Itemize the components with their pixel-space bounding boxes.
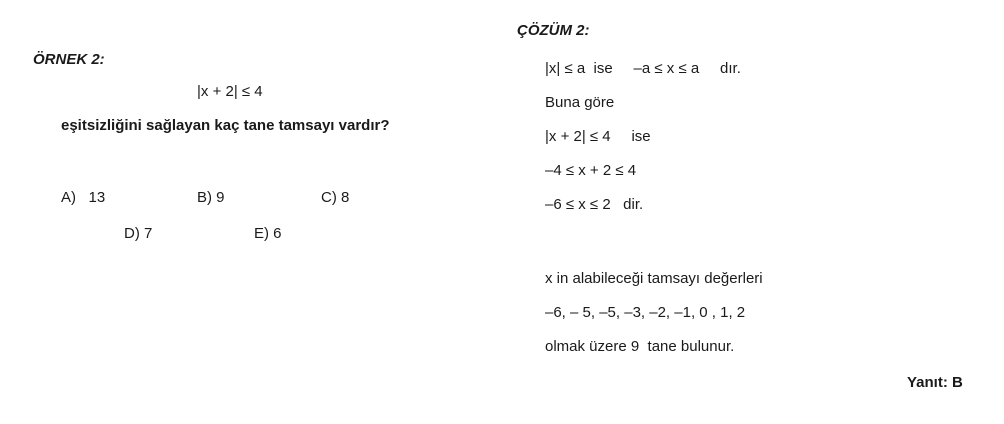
solution-line: –6 ≤ x ≤ 2 dir. bbox=[545, 196, 644, 213]
solution-line: Buna göre bbox=[545, 94, 615, 111]
option-a: A) 13 bbox=[61, 189, 106, 206]
solution-line: x in alabileceği tamsayı değerleri bbox=[545, 270, 763, 287]
example-question: eşitsizliğini sağlayan kaç tane tamsayı vardır? bbox=[61, 117, 390, 134]
option-e: E) 6 bbox=[254, 225, 282, 242]
solution-line: –4 ≤ x + 2 ≤ 4 bbox=[545, 162, 637, 179]
answer: Yanıt: B bbox=[907, 374, 963, 391]
solution-line: |x| ≤ a ise –a ≤ x ≤ a dır. bbox=[545, 60, 741, 77]
example-title: ÖRNEK 2: bbox=[33, 51, 105, 68]
example-inequality: |x + 2| ≤ 4 bbox=[197, 83, 263, 100]
solution-title: ÇÖZÜM 2: bbox=[517, 22, 590, 39]
option-c: C) 8 bbox=[321, 189, 350, 206]
solution-line: olmak üzere 9 tane bulunur. bbox=[545, 338, 735, 355]
solution-line: –6, – 5, –5, –3, –2, –1, 0 , 1, 2 bbox=[545, 304, 746, 321]
solution-line: |x + 2| ≤ 4 ise bbox=[545, 128, 651, 145]
option-b: B) 9 bbox=[197, 189, 225, 206]
option-d: D) 7 bbox=[124, 225, 153, 242]
